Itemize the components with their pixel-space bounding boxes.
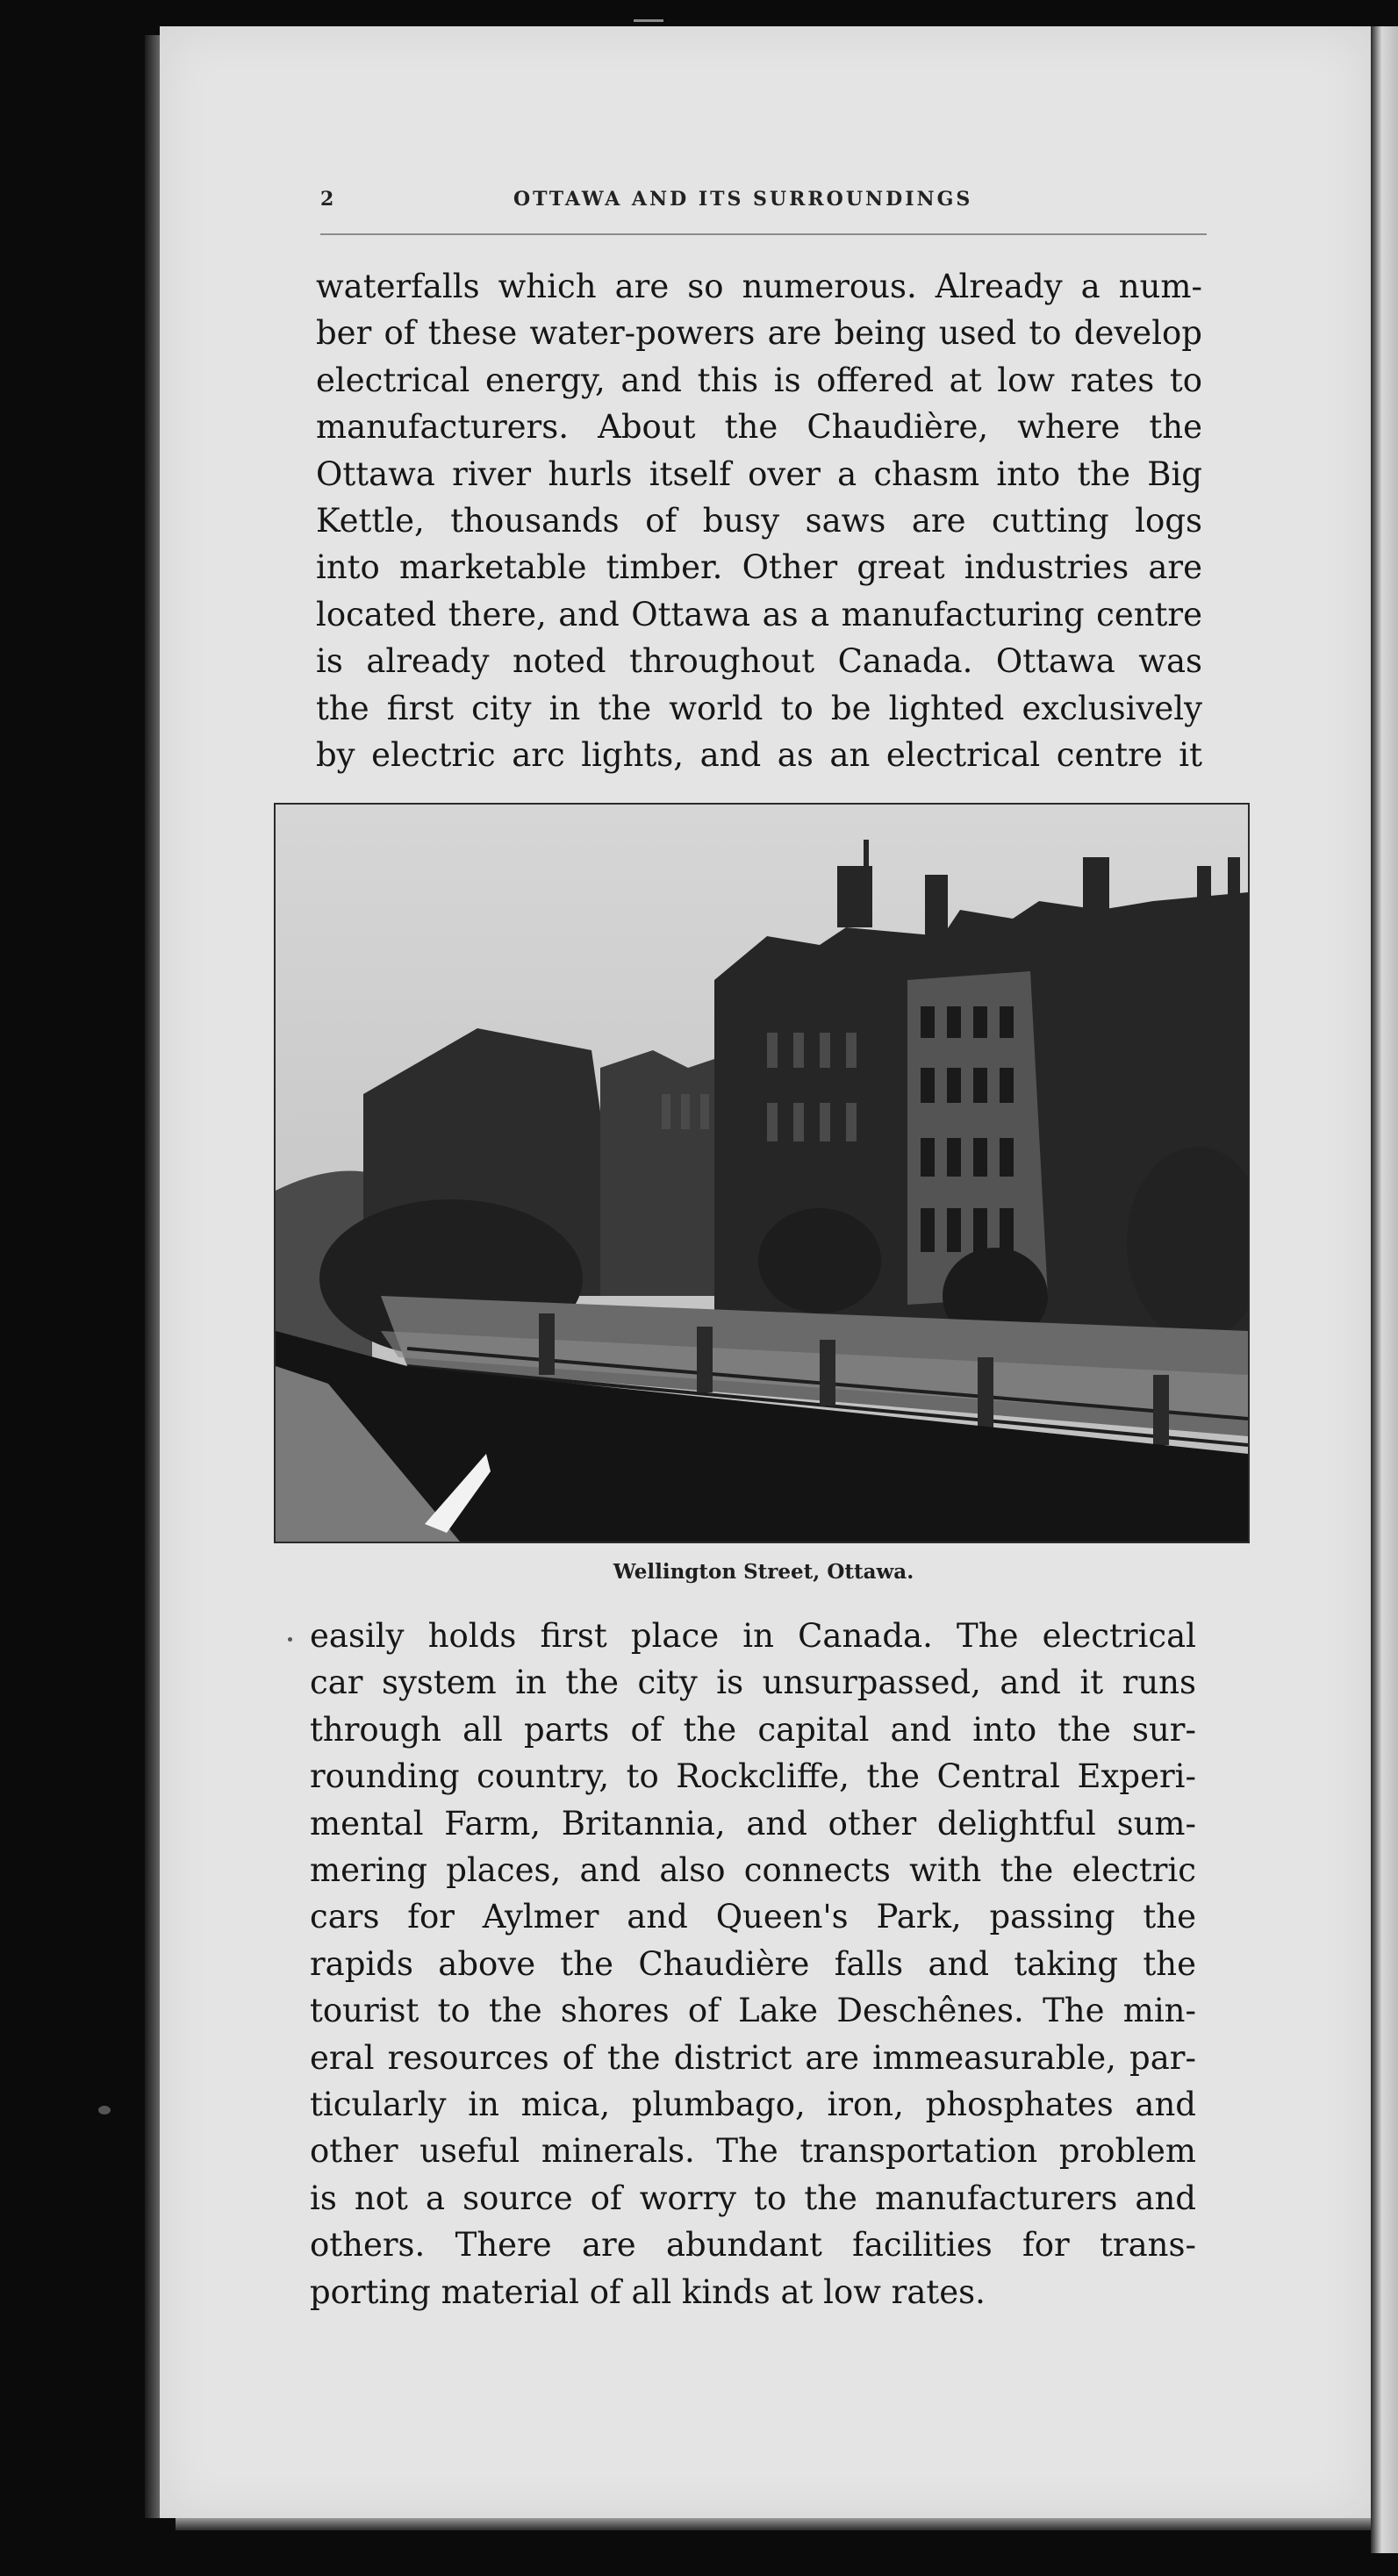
running-header (320, 184, 1207, 219)
body-text-after-figure (310, 1613, 1196, 2315)
text-line: porting material of all kinds at low rates. (310, 2272, 986, 2311)
text-line: easily holds first place in Canada. The electrical (310, 1617, 1196, 1655)
text-line: mental Farm, Britannia, and other delightful sum- (310, 1804, 1196, 1843)
text-line: into marketable timber. Other great industries are (316, 548, 1202, 587)
text-line: is already noted throughout Canada. Ottawa was (316, 642, 1202, 681)
header-rule (320, 233, 1207, 235)
text-line: is not a source of worry to the manufacturers and (310, 2179, 1196, 2217)
body-text-before-figure (316, 263, 1202, 778)
text-line: eral resources of the district are immeasurable, par- (310, 2038, 1196, 2077)
text-line: Ottawa river hurls itself over a chasm into the Big (316, 454, 1202, 493)
scan-speck (288, 1637, 292, 1642)
text-line: cars for Aylmer and Queen's Park, passing the (310, 1898, 1196, 1936)
text-line: by electric arc lights, and as an electrical centre it (316, 736, 1202, 775)
scan-speck (98, 2106, 111, 2114)
running-title: OTTAWA AND ITS SURROUNDINGS (513, 188, 973, 211)
text-line: rounding country, to Rockcliffe, the Central Experi- (310, 1757, 1196, 1796)
text-line: through all parts of the capital and into the sur- (310, 1710, 1196, 1749)
text-line: car system in the city is unsurpassed, and it runs (310, 1664, 1196, 1702)
figure-caption: Wellington Street, Ottawa. (613, 1560, 914, 1584)
text-line: rapids above the Chaudière falls and taking the (310, 1944, 1196, 1983)
text-line: ber of these water-powers are being used to develop (316, 314, 1202, 353)
text-line: ticularly in mica, plumbago, iron, phosphates and (310, 2086, 1196, 2124)
wellington-street-photo (274, 803, 1250, 1543)
text-line: electrical energy, and this is offered at low rates to (316, 361, 1202, 399)
page-number: 2 (320, 188, 334, 211)
text-line: waterfalls which are so numerous. Already a num- (316, 268, 1202, 305)
page-bottom-edge (176, 2518, 1371, 2530)
text-line: Kettle, thousands of busy saws are cutting logs (316, 502, 1202, 540)
page-left-edge (145, 35, 161, 2518)
page-right-edge (1371, 26, 1398, 2553)
scan-artifact-mark (634, 0, 663, 22)
text-line: tourist to the shores of Lake Deschênes. The min- (310, 1992, 1196, 2030)
text-line: the first city in the world to be lighted exclusively (316, 689, 1202, 727)
text-line: other useful minerals. The transportation problem (310, 2132, 1196, 2171)
text-line: others. There are abundant facilities for trans- (310, 2226, 1196, 2265)
text-line: mering places, and also connects with the electric (310, 1851, 1196, 1890)
text-line: located there, and Ottawa as a manufacturing centre (316, 595, 1202, 633)
text-line: manufacturers. About the Chaudière, where the (316, 408, 1202, 447)
